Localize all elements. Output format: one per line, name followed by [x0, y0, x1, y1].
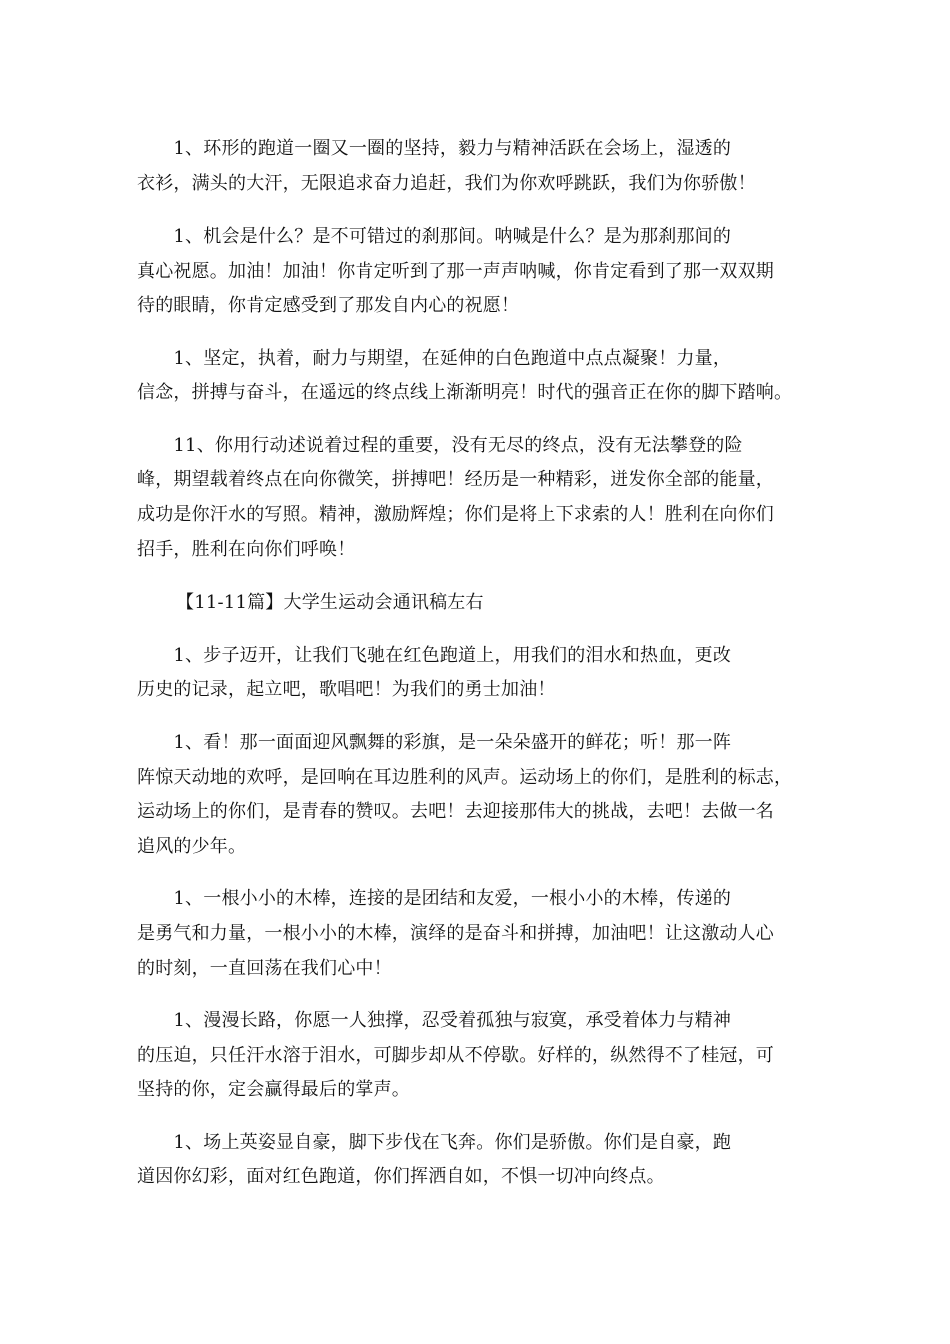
paragraph-3-line-1: 1、坚定，执着，耐力与期望，在延伸的白色跑道中点点凝聚！力量，: [137, 348, 732, 369]
section-paragraph-4-line-2: 的压迫，只任汗水溶于泪水，可脚步却从不停歇。好样的，纵然得不了桂冠，可: [137, 1045, 774, 1066]
paragraph-2-line-3: 待的眼睛，你肯定感受到了那发自内心的祝愿！: [137, 295, 520, 316]
paragraph-4-line-4: 招手，胜利在向你们呼唤！: [137, 539, 356, 560]
section-paragraph-2-line-3: 运动场上的你们，是青春的赞叹。去吧！去迎接那伟大的挑战，去吧！去做一名: [137, 801, 774, 822]
section-paragraph-4-line-3: 坚持的你，定会赢得最后的掌声。: [137, 1079, 410, 1100]
paragraph-2-line-1: 1、机会是什么？是不可错过的刹那间。呐喊是什么？是为那刹那间的: [137, 226, 732, 247]
section-paragraph-2-line-1: 1、看！那一面面迎风飘舞的彩旗，是一朵朵盛开的鲜花；听！那一阵: [137, 732, 732, 753]
paragraph-4-line-1: 11、你用行动述说着过程的重要，没有无尽的终点，没有无法攀登的险: [137, 435, 743, 456]
paragraph-1-line-1: 1、环形的跑道一圈又一圈的坚持，毅力与精神活跃在会场上，湿透的: [137, 138, 732, 159]
section-paragraph-4-line-1: 1、漫漫长路，你愿一人独撑，忍受着孤独与寂寞，承受着体力与精神: [137, 1010, 732, 1031]
section-paragraph-1-line-2: 历史的记录，起立吧，歌唱吧！为我们的勇士加油！: [137, 679, 556, 700]
paragraph-1-line-2: 衣衫，满头的大汗，无限追求奋力追赶，我们为你欢呼跳跃，我们为你骄傲！: [137, 173, 756, 194]
section-paragraph-3-line-2: 是勇气和力量，一根小小的木棒，演绎的是奋斗和拼搏，加油吧！让这激动人心: [137, 923, 774, 944]
section-heading: 【11-11篇】大学生运动会通讯稿左右: [176, 592, 484, 613]
paragraph-3-line-2: 信念，拼搏与奋斗，在遥远的终点线上渐渐明亮！时代的强音正在你的脚下踏响。: [137, 382, 793, 403]
paragraph-4-line-2: 峰，期望载着终点在向你微笑，拼搏吧！经历是一种精彩，迸发你全部的能量，: [137, 469, 774, 490]
section-paragraph-1-line-1: 1、步子迈开，让我们飞驰在红色跑道上，用我们的泪水和热血，更改: [137, 645, 732, 666]
section-paragraph-5-line-2: 道因你幻彩，面对红色跑道，你们挥洒自如，不惧一切冲向终点。: [137, 1166, 665, 1187]
section-paragraph-3-line-3: 的时刻，一直回荡在我们心中！: [137, 958, 392, 979]
paragraph-4-line-3: 成功是你汗水的写照。精神，激励辉煌；你们是将上下求索的人！胜利在向你们: [137, 504, 774, 525]
section-paragraph-5-line-1: 1、场上英姿显自豪，脚下步伐在飞奔。你们是骄傲。你们是自豪，跑: [137, 1132, 732, 1153]
paragraph-2-line-2: 真心祝愿。加油！加油！你肯定听到了那一声声呐喊，你肯定看到了那一双双期: [137, 261, 774, 282]
section-paragraph-2-line-2: 阵惊天动地的欢呼，是回响在耳边胜利的风声。运动场上的你们，是胜利的标志，: [137, 767, 793, 788]
section-paragraph-2-line-4: 追风的少年。: [137, 836, 247, 857]
section-paragraph-3-line-1: 1、一根小小的木棒，连接的是团结和友爱，一根小小的木棒，传递的: [137, 888, 732, 909]
